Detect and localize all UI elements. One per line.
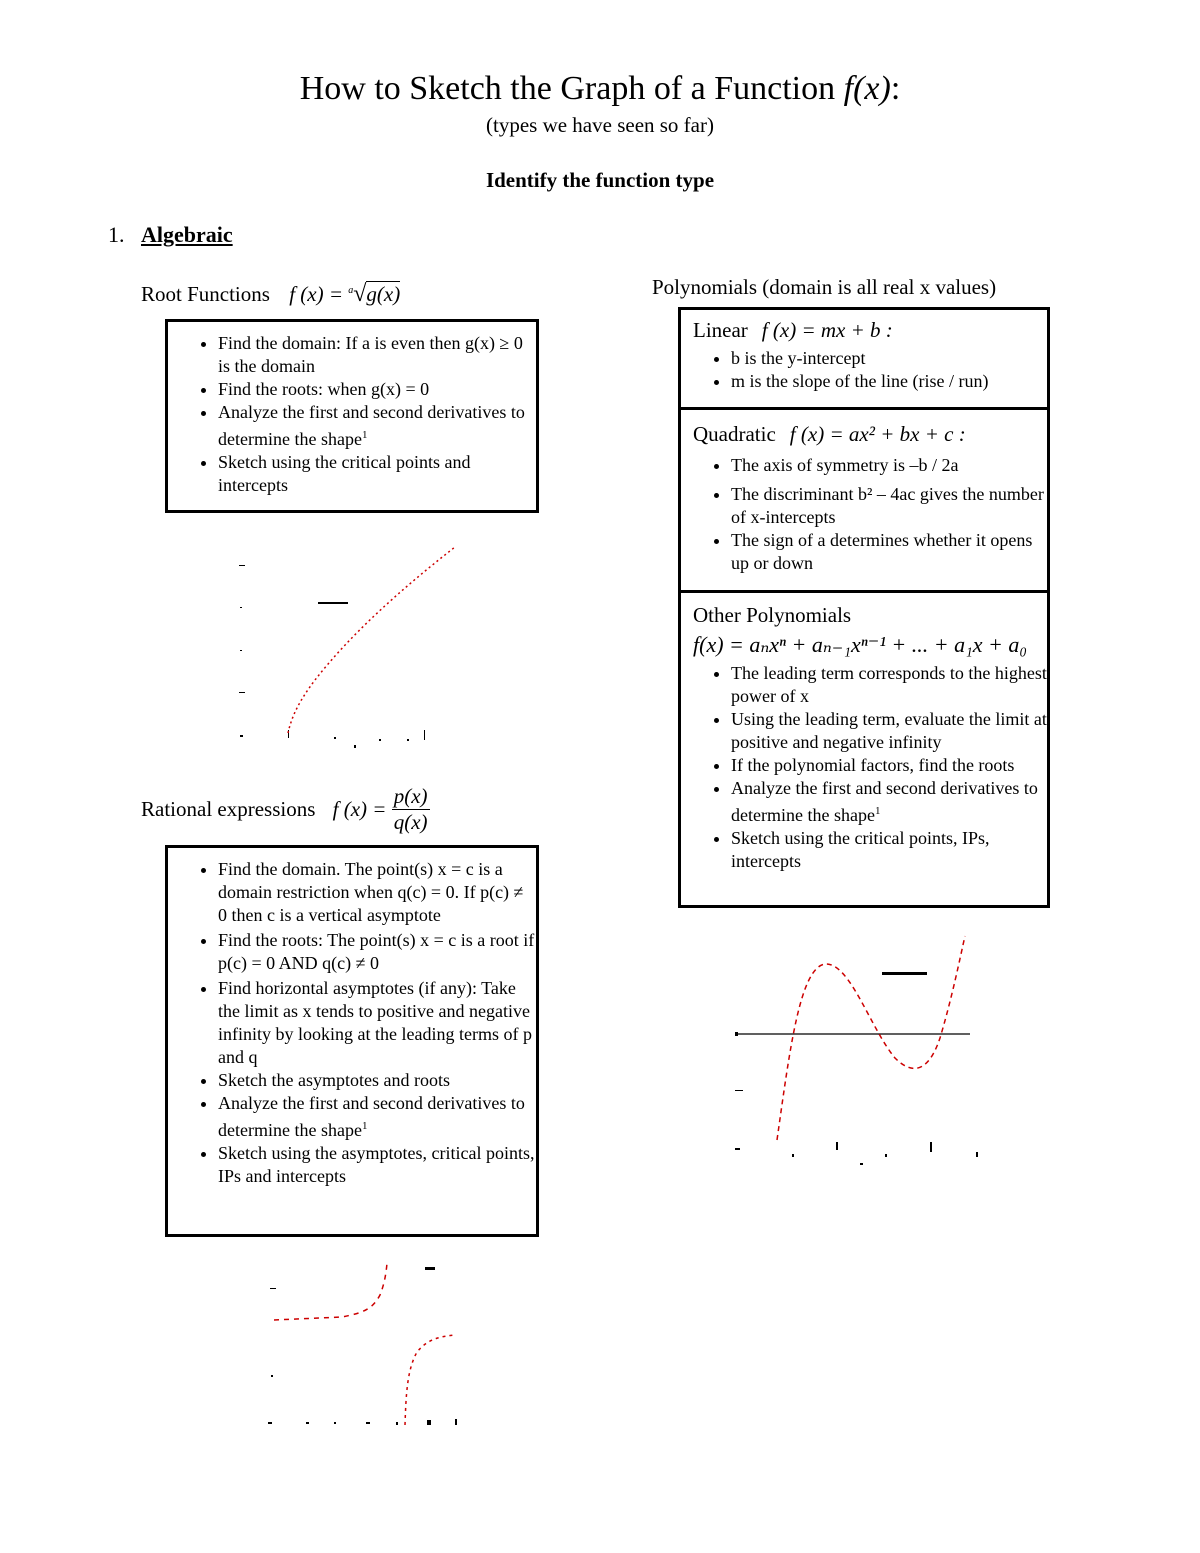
list-item-text: Analyze the first and second derivatives to determine the shape bbox=[731, 778, 1038, 825]
other-formula: f(x) = aₙxⁿ + aₙ₋₁xⁿ⁻¹ + ... + a₁x + a₀ bbox=[693, 632, 1028, 657]
page-title bbox=[0, 70, 1200, 108]
list-item: • Sketch using the asymptotes, critical points, IPs and intercepts bbox=[218, 1142, 536, 1188]
linear-head: Linear bbox=[693, 318, 748, 342]
list-item-text: Analyze the first and second derivatives to determine the shape bbox=[218, 402, 525, 449]
rational-fraction bbox=[392, 784, 430, 835]
quadratic-head: Quadratic bbox=[693, 422, 776, 446]
root-curve bbox=[288, 547, 455, 733]
list-item: • The axis of symmetry is –b / 2a bbox=[731, 454, 1047, 477]
other-polynomials-section bbox=[681, 593, 1047, 873]
cubic-curve bbox=[777, 936, 965, 1140]
axis-tick-marks bbox=[239, 565, 425, 748]
list-item: • Sketch the asymptotes and roots bbox=[218, 1069, 536, 1092]
linear-list bbox=[681, 347, 1047, 393]
linear-head-row bbox=[681, 310, 1047, 347]
root-function-graph bbox=[230, 535, 460, 755]
rational-formula-lhs: f (x) = bbox=[332, 797, 392, 821]
quadratic-head-row bbox=[681, 410, 1047, 451]
root-label-row bbox=[141, 281, 400, 308]
section-title: Algebraic bbox=[141, 222, 233, 247]
list-item: • Find the roots: The point(s) x = c is a root if p(c) = 0 AND q(c) ≠ 0 bbox=[218, 929, 536, 975]
rational-label-row bbox=[141, 784, 430, 835]
rational-curve-left bbox=[274, 1263, 387, 1320]
list-item: • Find the domain: If a is even then g(x) ≥ 0 is the domain bbox=[218, 332, 536, 378]
list-item: • Find the domain. The point(s) x = c is a domain restriction when q(c) = 0. If p(c) ≠ 0 then c is a vertical asymptote bbox=[218, 858, 536, 927]
polynomials-label: Polynomials (domain is all real x values) bbox=[652, 275, 997, 299]
fraction-numerator: p(x) bbox=[393, 784, 428, 808]
quadratic-section bbox=[681, 410, 1047, 593]
list-item: • Sketch using the critical points and intercepts bbox=[218, 451, 536, 497]
linear-section bbox=[681, 310, 1047, 410]
linear-formula: f (x) = mx + b : bbox=[761, 318, 893, 342]
title-fx: f(x) bbox=[843, 70, 891, 107]
root-formula-radicand: g(x) bbox=[366, 282, 401, 306]
rational-list bbox=[168, 858, 536, 1188]
list-item bbox=[218, 401, 536, 451]
list-item bbox=[731, 777, 1047, 827]
radical-sign-icon: √ bbox=[353, 281, 367, 307]
list-item: • Using the leading term, evaluate the limit at positive and negative infinity bbox=[731, 708, 1047, 754]
root-formula-lhs: f (x) = bbox=[289, 282, 349, 306]
title-colon: : bbox=[890, 70, 901, 107]
rational-function-graph bbox=[262, 1255, 472, 1440]
list-item: • Sketch using the critical points, IPs, intercepts bbox=[731, 827, 1047, 873]
subtitle: (types we have seen so far) bbox=[486, 113, 714, 137]
other-head: Other Polynomials bbox=[693, 603, 852, 627]
polynomial-function-graph bbox=[730, 928, 990, 1168]
list-item: • If the polynomial factors, find the roots bbox=[731, 754, 1047, 777]
other-list bbox=[681, 662, 1047, 873]
footnote-mark: 1 bbox=[361, 429, 368, 441]
footnote-mark: 1 bbox=[874, 805, 881, 817]
fraction-denominator: q(x) bbox=[393, 810, 428, 834]
rational-curve-right bbox=[405, 1335, 454, 1425]
list-item: • The leading term corresponds to the highest power of x bbox=[731, 662, 1047, 708]
section-number: 1. bbox=[108, 222, 125, 247]
list-item: • Find the roots: when g(x) = 0 bbox=[218, 378, 536, 401]
quadratic-list bbox=[681, 454, 1047, 575]
footnote-mark: 1 bbox=[361, 1120, 368, 1132]
axis-tick-marks bbox=[735, 972, 978, 1165]
list-item: • b is the y-intercept bbox=[731, 347, 1047, 370]
rational-label: Rational expressions bbox=[141, 797, 316, 821]
axis-tick-marks bbox=[268, 1267, 457, 1425]
section-heading: Identify the function type bbox=[485, 168, 715, 192]
root-formula-index: a bbox=[348, 285, 354, 296]
list-item: • m is the slope of the line (rise / run) bbox=[731, 370, 1047, 393]
list-item-text: Analyze the first and second derivatives to determine the shape bbox=[218, 1093, 525, 1140]
list-item: • Find horizontal asymptotes (if any): Take the limit as x tends to positive and negative infinity by looking at the leading terms of p and q bbox=[218, 977, 536, 1069]
quadratic-formula: f (x) = ax² + bx + c : bbox=[789, 422, 966, 446]
rational-box bbox=[165, 845, 539, 1237]
title-text: How to Sketch the Graph of a Function bbox=[299, 70, 844, 107]
list-item: • The sign of a determines whether it opens up or down bbox=[731, 529, 1047, 575]
list-item: • The discriminant b² – 4ac gives the number of x-intercepts bbox=[731, 483, 1047, 529]
root-box bbox=[165, 319, 539, 513]
root-list bbox=[168, 332, 536, 497]
list-item bbox=[218, 1092, 536, 1142]
polynomials-box bbox=[678, 307, 1050, 908]
root-label: Root Functions bbox=[141, 282, 270, 306]
